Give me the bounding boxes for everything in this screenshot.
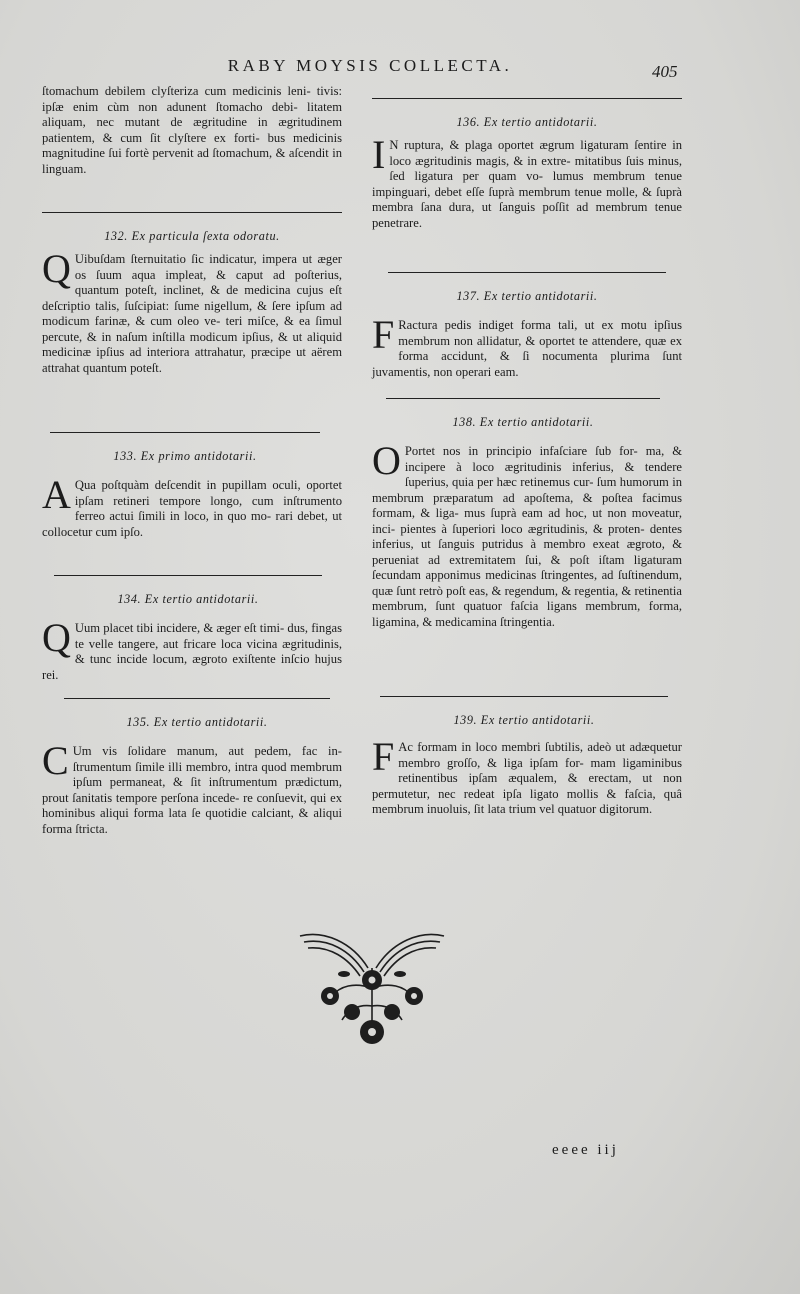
section-body — [42, 615, 342, 683]
section-title: 133. Ex primo antidotarii. — [113, 449, 257, 463]
section-text: Uibuſdam ſternuitatio ſic indicatur, impera ut æger os ſuum aqua impleat, & caput ad poſterius, quantum poteſt, inclinet, & de medicina cujus eſt deſcriptio talis, ſuſcipiat: ſume nigellum, & ſere ipſum ad modicum farinæ, & cum oleo ve- teri miſce, & ea ſimul percute, & in naſum inſtilla modicum ipſius, & ut aliquid medicinæ ipſius ad interiora attrahatur, præcipe ut aërem attrahat quantum poteſt. — [42, 252, 342, 375]
section-body — [372, 312, 682, 380]
section-text: Qua poſtquàm deſcendit in pupillam oculi, oportet ipſam retineri tempore longo, cum inſtrumento ferreo actui ſimili in loco, in quo mo- rari debet, ut collocetur cum ipſo. — [42, 478, 342, 539]
left-column — [42, 84, 342, 884]
section-divider — [386, 398, 660, 399]
section-divider — [54, 575, 322, 576]
section-title: 138. Ex tertio antidotarii. — [452, 415, 594, 429]
drop-cap-initial: Q — [42, 615, 71, 660]
section-body — [372, 438, 682, 630]
section-text: Uum placet tibi incidere, & æger eſt timi- dus, fingas te velle tangere, aut fricare loca vicina ægritudinis, & tunc incide locum, ægroto exiſtente inſcio hujus rei. — [42, 621, 342, 682]
drop-cap-initial: I — [372, 132, 386, 177]
floral-tailpiece-ornament-icon — [294, 928, 450, 1052]
section-title: 134. Ex tertio antidotarii. — [117, 592, 259, 606]
section-text: Portet nos in principio infaſciare ſub for- ma, & incipere à loco ægritudinis inferius, & tendere ſuperius, quia per hæc retinemus cur- ſum humorum in membrum præparatum ad apoſtema, & poſtea facimus formam, & liga- mus ſuprà eam ad hoc, ut non moveatur, inci- pientes à ſuperiori loco ægritudinis, & proten- dentes inferius, ut ſanguis putridus à membro exeat ægroto, & perueniat ad extremitatem ſui, & poſt iſtam ligaturam ſecundam apponimus medicinas ſtringentes, ad ſuſtinendum, quæ ſunt retrò poſt eas, & regendum, & regentia, & retinentia membrum, ſunt quatuor faſcia ligans membrum, forma, ligamina, & medicamina ſtringentia. — [372, 444, 682, 629]
section-title: 139. Ex tertio antidotarii. — [453, 713, 595, 727]
running-title: RABY MOYSIS COLLECTA. — [227, 56, 513, 75]
section-text: N ruptura, & plaga oportet ægrum ligaturam ſentire in loco ægritudinis magis, & in extre- mitatibus ſuis minus, ſed ligatura per quam vo- lumus membrum tenue impinguari, debet eſſe ſuprà membrum tenue molle, & ſuprà membra ſana dura, ut ſanguis poſſit ad membrum tenue penetrare. — [372, 138, 682, 230]
section-text: Um vis ſolidare manum, aut pedem, fac in- ſtrumentum ſimile illi membro, intra quod membrum ipſum permaneat, & ſit inſtrumentum prædictum, prout ſanitatis tempore perſona incede- re conſuevit, qui ex hominibus aliqui forma lata ſe quotidie calciant, & aliqui forma ſtricta. — [42, 744, 342, 836]
section-body — [372, 734, 682, 818]
section-134-body — [42, 615, 342, 683]
section-133 — [50, 432, 320, 464]
section-title: 137. Ex tertio antidotarii. — [456, 289, 598, 303]
page-number: 405 — [652, 62, 678, 81]
section-divider — [388, 272, 666, 273]
section-134 — [54, 575, 322, 607]
section-title: 132. Ex particula ſexta odoratu. — [104, 229, 280, 243]
section-text: Ac formam in loco membri ſubtilis, adeò ut adæquetur membro groſſo, & liga ipſam for- mam ligaminibus retinentibus ipſam æqualem, & erectam, ut non permutetur, nec redeat ipſa ligato mollis & faſcia, quâ membrum inuoluis, ſit lata trium vel quatuor digitorum. — [372, 740, 682, 816]
section-138 — [386, 398, 660, 430]
section-body — [42, 246, 342, 376]
section-title: 136. Ex tertio antidotarii. — [456, 115, 598, 129]
section-divider — [50, 432, 320, 433]
section-divider — [42, 212, 342, 213]
section-divider — [64, 698, 330, 699]
section-138-body — [372, 438, 682, 630]
section-text: Ractura pedis indiget forma tali, ut ex motu ipſius membrum non allidatur, & oportet te attendere, quæ ex forma accidunt, & ſi nocumenta plurima ſunt juvamentis, non operari eam. — [372, 318, 682, 379]
section-body — [372, 132, 682, 231]
drop-cap-initial: Q — [42, 246, 71, 291]
section-132 — [42, 212, 342, 376]
section-133-body — [42, 472, 342, 540]
drop-cap-initial: O — [372, 438, 401, 483]
section-body — [42, 738, 342, 837]
right-column — [372, 84, 682, 884]
drop-cap-initial: C — [42, 738, 69, 783]
section-title: 135. Ex tertio antidotarii. — [126, 715, 268, 729]
section-139-body — [372, 734, 682, 818]
drop-cap-initial: F — [372, 734, 395, 779]
section-139 — [380, 696, 668, 728]
signature-mark: eeee iij — [552, 1142, 619, 1158]
drop-cap-initial: A — [42, 472, 71, 517]
section-137-body — [372, 312, 682, 380]
drop-cap-initial: F — [372, 312, 395, 357]
section-137 — [388, 272, 666, 304]
section-135 — [64, 698, 330, 730]
intro-paragraph: ſtomachum debilem clyſteriza cum medicinis leni- tivis: ipſæ enim cùm non adunent ſtomacho debi- litatem aliquam, nec mutant de ægritudine in ægritudinem patientem, & cum ſit clyſtere ex forti- bus medicinis magnitudine ſui fortè pervenit ad ſtomachum, & aſcendit in linguam. — [42, 84, 342, 176]
section-body — [42, 472, 342, 540]
section-136 — [372, 98, 682, 231]
section-divider — [372, 98, 682, 99]
section-divider — [380, 696, 668, 697]
section-135-body — [42, 738, 342, 837]
